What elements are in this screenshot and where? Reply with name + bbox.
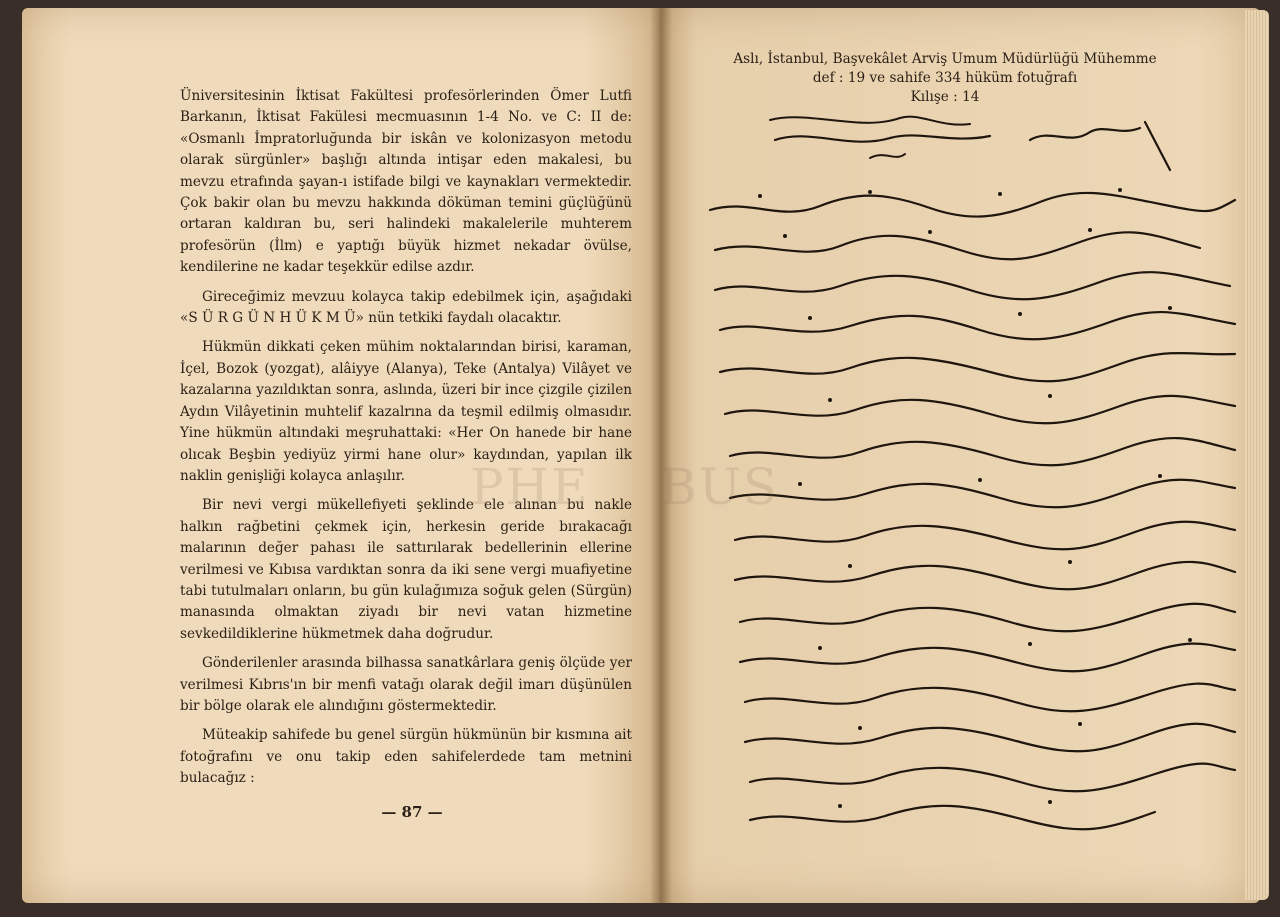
page-number: — 87 — — [381, 803, 443, 821]
document-caption — [715, 50, 1175, 107]
paragraph-3: Hükmün dikkati çeken mühim noktalarından birisi, karaman, İçel, Bozok (yozgat), alâiyye (Alanya), Teke (Antalya) Vilâyet ve kazalarına yazıldıktan sonra, aslında, üzeri bir ince çizgile çizilen Aydın Vilâyetinin muhtelif kazalrına da teşmil edilmiş olmasıdır. Yine hükmün altındaki meşruhattaki: «Her On hanede bir hane olıcak Beşbin yediyüz yirmi hane olur» kaydından, yapılan ilk naklin genişliği kolayca anlaşılır. — [180, 339, 632, 484]
paragraph-4: Bir nevi vergi mükellefiyeti şeklinde ele alınan bu nakle halkın rağbetini çekmek için, herkesin geride bırakacağı malarının değer pahası ile sattırılarak bedellerinin ellerine verilmesi ve Kıbısa vardıktan sonra da iki sene vergi muafiyetine tabi tutulmaları onların, bu gün kulağımıza soğuk gelen (Sürgün) manasında olmaktan ziyadı bir nevi vatan hizmetine sevkedildiklerine hükmetmek daha doğrudur. — [180, 497, 632, 642]
paragraph-5: Gönderilenler arasında bilhassa sanatkârlara geniş ölçüde yer verilmesi Kıbrıs'ın bir menfi vatağı olarak değil imarı düşünülen bir bölge olarak ele alındığını göstermektedir. — [180, 655, 632, 714]
paragraph-6: Müteakip sahifede bu genel sürgün hükmünün bir kısmına ait fotoğrafını ve onu takip eden sahifelerdede tam metnini bulacağız : — [180, 727, 632, 787]
paragraph-2: Gireceğimiz mevzuu kolayca takip edebilmek için, aşağıdaki «S Ü R G Ü N H Ü K M Ü» nün tetkiki faydalı olacaktır. — [180, 288, 632, 327]
ottoman-manuscript-image — [690, 110, 1250, 840]
paragraph-1: Üniversitesinin İktisat Fakültesi profesörlerinden Ömer Lutfi Barkanın, İktisat Fakülesi mecmuasının 1-4 No. ve C: II de: «Osmanlı İmpratorluğunda bir iskân ve kolonizasyon metodu olarak sürgünler» başlığı altında intişar eden makalesi, bu mevzu etrafında şayan-ı istifade bilgi ve kaynakları vermektedir. Çok bakir olan bu mevzu hakkında döküman temini güçlüğünü ortaran kaldıran bu, seri halindeki makalelerile muhterem profesörün (İlm) e yaptığı büyük hizmet nekadar övülse, kendilerine ne kadar teşekkür edilse azdır. — [180, 88, 632, 276]
left-page-text — [180, 86, 632, 798]
caption-line-3: Kılışe : 14 — [910, 89, 980, 105]
caption-line-2: def : 19 ve sahife 334 hüküm fotuğrafı — [812, 70, 1078, 86]
book-gutter — [650, 8, 672, 903]
caption-line-1: Aslı, İstanbul, Başvekâlet Arviş Umum Müdürlüğü Mühemme — [733, 51, 1157, 67]
